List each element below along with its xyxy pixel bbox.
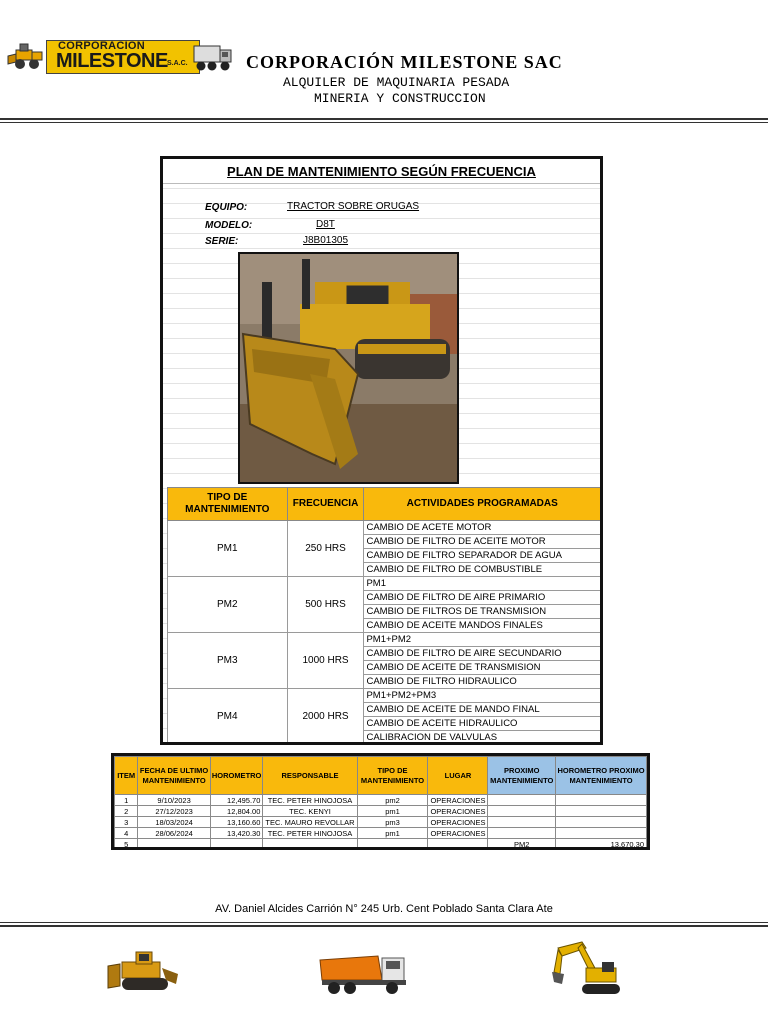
plan-actividad: PM1+PM2	[364, 633, 601, 647]
table-row	[115, 817, 647, 828]
company-subtitle-1: ALQUILER DE MAQUINARIA PESADA	[283, 75, 510, 90]
footer-divider-thin	[0, 922, 768, 923]
maintenance-log	[111, 753, 650, 850]
cell-tipo: pm1	[357, 806, 428, 817]
plan-actividad: CAMBIO DE FILTRO HIDRAULICO	[364, 675, 601, 689]
plan-frecuencia: 500 HRS	[287, 577, 364, 633]
dump-truck-icon	[192, 40, 234, 74]
col-header-responsable: RESPONSABLE	[263, 757, 357, 795]
col-header-horometro: HOROMETRO	[210, 757, 263, 795]
plan-actividad: CAMBIO DE FILTRO DE COMBUSTIBLE	[364, 563, 601, 577]
cell-proximo	[488, 817, 556, 828]
col-header-frecuencia: FRECUENCIA	[287, 488, 364, 521]
plan-frecuencia: 250 HRS	[287, 521, 364, 577]
plan-tipo: PM3	[168, 633, 288, 689]
table-row	[115, 806, 647, 817]
equipment-photo	[238, 252, 459, 484]
plan-tipo: PM1	[168, 521, 288, 577]
cell-horometro: 13,420.30	[210, 828, 263, 839]
plan-actividad: CAMBIO DE ACEITE DE MANDO FINAL	[364, 703, 601, 717]
table-row	[115, 839, 647, 850]
cell-lugar: OPERACIONES	[428, 795, 488, 806]
cell-tipo: pm1	[357, 828, 428, 839]
cell-item: 3	[115, 817, 138, 828]
col-header-tipo: TIPO DE MANTENIMIENTO	[357, 757, 428, 795]
cell-item: 4	[115, 828, 138, 839]
modelo-value: D8T	[316, 219, 335, 230]
footer-address: AV. Daniel Alcides Carrión N° 245 Urb. Cent Poblado Santa Clara Ate	[215, 903, 553, 915]
col-header-lugar: LUGAR	[428, 757, 488, 795]
col-header-tipo: TIPO DE MANTENIMIENTO	[168, 488, 288, 521]
cell-fecha: 27/12/2023	[138, 806, 210, 817]
cell-horometro	[210, 839, 263, 850]
table-row	[115, 828, 647, 839]
cell-tipo: pm3	[357, 817, 428, 828]
cell-responsable: TEC. PETER HINOJOSA	[263, 795, 357, 806]
loader-icon	[6, 42, 48, 72]
company-subtitle-2: MINERIA Y CONSTRUCCION	[314, 91, 486, 106]
excavator-icon	[552, 940, 622, 998]
table-row	[168, 577, 601, 591]
col-header-fecha: FECHA DE ULTIMO MANTENIMIENTO	[138, 757, 210, 795]
logo-line2: MILESTONE	[56, 50, 168, 72]
cell-lugar: OPERACIONES	[428, 806, 488, 817]
plan-tipo: PM2	[168, 577, 288, 633]
sheet-title: PLAN DE MANTENIMIENTO SEGÚN FRECUENCIA	[163, 159, 600, 184]
cell-fecha: 28/06/2024	[138, 828, 210, 839]
serie-value: J8B01305	[303, 235, 349, 246]
table-row	[168, 689, 601, 703]
equipo-label: EQUIPO:	[205, 202, 248, 213]
table-row	[168, 633, 601, 647]
cell-lugar: OPERACIONES	[428, 817, 488, 828]
cell-tipo: pm2	[357, 795, 428, 806]
cell-proximo	[488, 806, 556, 817]
col-header-actividades: ACTIVIDADES PROGRAMADAS	[364, 488, 601, 521]
company-logo	[6, 38, 232, 76]
cell-responsable: TEC. KENYI	[263, 806, 357, 817]
cell-horometro-proximo	[556, 806, 647, 817]
maintenance-plan-table	[167, 487, 601, 745]
cell-proximo	[488, 828, 556, 839]
cell-responsable	[263, 839, 357, 850]
table-row	[168, 521, 601, 535]
cell-horometro: 12,495.70	[210, 795, 263, 806]
cell-fecha: 18/03/2024	[138, 817, 210, 828]
cell-lugar: OPERACIONES	[428, 828, 488, 839]
cell-horometro-proximo: 13,670.30	[556, 839, 647, 850]
header-divider	[0, 118, 768, 120]
table-row	[115, 795, 647, 806]
plan-actividad: PM1	[364, 577, 601, 591]
plan-actividad: CAMBIO DE FILTRO SEPARADOR DE AGUA	[364, 549, 601, 563]
cell-responsable: TEC. PETER HINOJOSA	[263, 828, 357, 839]
bulldozer-photo-illustration	[240, 254, 457, 482]
cell-proximo	[488, 795, 556, 806]
plan-actividad: CAMBIO DE FILTRO DE AIRE SECUNDARIO	[364, 647, 601, 661]
cell-item: 2	[115, 806, 138, 817]
plan-tipo: PM4	[168, 689, 288, 745]
logo-suffix: S.A.C.	[167, 60, 188, 67]
cell-horometro-proximo	[556, 828, 647, 839]
header-divider-thin	[0, 122, 768, 123]
cell-responsable: TEC. MAURO REVOLLAR	[263, 817, 357, 828]
col-header-horometro-proximo: HOROMETRO PROXIMO MANTENIMIENTO	[556, 757, 647, 795]
cell-horometro: 13,160.60	[210, 817, 263, 828]
dozer-icon	[106, 948, 182, 994]
plan-actividad: CAMBIO DE FILTROS DE TRANSMISION	[364, 605, 601, 619]
col-header-proximo: PROXIMO MANTENIMIENTO	[488, 757, 556, 795]
cell-lugar	[428, 839, 488, 850]
footer-divider	[0, 925, 768, 927]
cell-horometro-proximo	[556, 817, 647, 828]
col-header-item: ITEM	[115, 757, 138, 795]
cell-item: 5	[115, 839, 138, 850]
dump-truck-icon	[318, 950, 412, 996]
cell-proximo: PM2	[488, 839, 556, 850]
serie-label: SERIE:	[205, 236, 239, 247]
cell-item: 1	[115, 795, 138, 806]
plan-actividad: CAMBIO DE ACETE MOTOR	[364, 521, 601, 535]
plan-actividad: CALIBRACION DE VALVULAS	[364, 731, 601, 745]
plan-actividad: PM1+PM2+PM3	[364, 689, 601, 703]
plan-frecuencia: 1000 HRS	[287, 633, 364, 689]
maintenance-plan-sheet	[160, 156, 603, 745]
modelo-label: MODELO:	[205, 220, 253, 231]
plan-actividad: CAMBIO DE FILTRO DE ACEITE MOTOR	[364, 535, 601, 549]
plan-actividad: CAMBIO DE ACEITE HIDRAULICO	[364, 717, 601, 731]
maintenance-log-table	[114, 756, 647, 850]
cell-horometro-proximo	[556, 795, 647, 806]
cell-horometro: 12,804.00	[210, 806, 263, 817]
cell-fecha	[138, 839, 210, 850]
plan-actividad: CAMBIO DE ACEITE MANDOS FINALES	[364, 619, 601, 633]
cell-tipo	[357, 839, 428, 850]
plan-actividad: CAMBIO DE FILTRO DE AIRE PRIMARIO	[364, 591, 601, 605]
plan-actividad: CAMBIO DE ACEITE DE TRANSMISION	[364, 661, 601, 675]
logo-line1: CORPORACION	[58, 40, 146, 52]
cell-fecha: 9/10/2023	[138, 795, 210, 806]
company-name: CORPORACIÓN MILESTONE SAC	[246, 52, 563, 72]
equipo-value: TRACTOR SOBRE ORUGAS	[287, 201, 420, 212]
plan-frecuencia: 2000 HRS	[287, 689, 364, 745]
